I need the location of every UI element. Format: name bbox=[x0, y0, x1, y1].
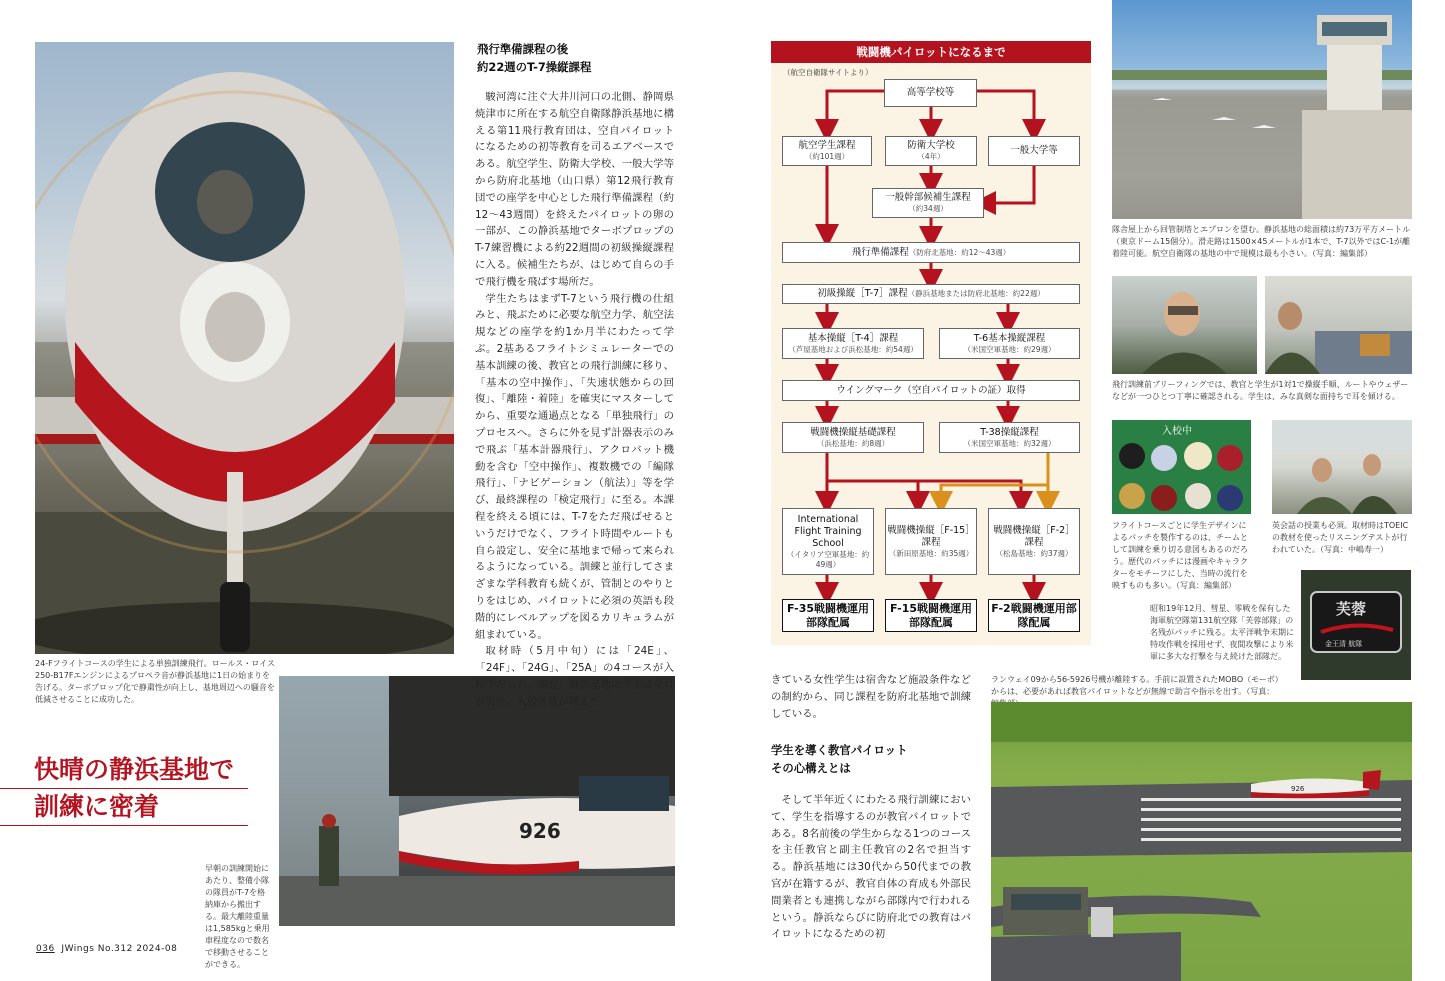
flow-prep: 飛行準備課程 （防府北基地：約12〜43週） bbox=[782, 242, 1080, 263]
flow-wings: ウイングマーク（空自パイロットの証）取得 bbox=[782, 380, 1080, 401]
patch-board-sign: 入校中 bbox=[1162, 426, 1192, 437]
flow-ocs: 一般幹部候補生課程 （約34週） bbox=[872, 188, 984, 218]
student-illustration bbox=[1112, 276, 1257, 374]
article-title bbox=[0, 752, 248, 826]
section2-body bbox=[771, 792, 971, 943]
pilot-flowchart bbox=[771, 41, 1091, 645]
runway-photo bbox=[991, 702, 1412, 981]
flow-university: 一般大学等 bbox=[988, 136, 1080, 166]
section1-heading-line1: 飛行準備課程の後 bbox=[477, 42, 569, 56]
section2-heading bbox=[771, 741, 971, 777]
patch-board-photo bbox=[1112, 420, 1251, 514]
control-tower-photo bbox=[1112, 0, 1412, 219]
section2-heading-line1: 学生を導く教官パイロット bbox=[771, 743, 908, 757]
flowchart-source: （航空自衛隊サイトより） bbox=[783, 68, 873, 77]
flow-high-school: 高等学校等 bbox=[884, 79, 977, 107]
section1-body bbox=[475, 89, 674, 710]
section2-paragraph: そして半年近くにわたる飛行訓練において、学生を指導するのが教官パイロットである。8名前後の学生からなる1つのコースを主任教官と副主任教官の2名で担当する。静浜基地には30代から50代までの教官が在籍するが、教官自体の育成も外部民間業者とも連携しながら部隊内で行われるという。静浜ならびに防府北での教育はパイロットになるための初 bbox=[771, 794, 971, 941]
runway-photo-caption: ランウェイ09から56-5926号機が離陸する。手前に設置されたMOBO（モーボ）からは、必要があれば教官パイロットなどが無線で助言や指示を出す。（写真： bbox=[991, 675, 1279, 696]
hangar-illustration bbox=[279, 676, 675, 926]
flow-end-f15: F-15戦闘機運用部隊配属 bbox=[885, 599, 977, 632]
flow-basic-t4: 基本操縦［T-4］課程 （芦屋基地および浜松基地：約54週） bbox=[782, 328, 924, 359]
flow-primary: 初級操縦［T-7］課程 （静浜基地または防府北基地：約22週） bbox=[782, 284, 1080, 304]
article-title-line2: 訓練に密着 bbox=[0, 789, 248, 826]
flow-italy: International Flight Training School （イタリア空軍基地：約49週） bbox=[782, 508, 874, 575]
patch-board-illustration bbox=[1112, 420, 1251, 514]
runway-aircraft-number: 926 bbox=[1291, 785, 1305, 793]
hangar-photo-caption: 早朝の訓練開始にあたり、整備小隊の隊員がT-7を格納庫から搬出する。最大離陸重量は1,585kgと乗用車程度なので数名で移動させることができる。 bbox=[205, 864, 270, 969]
flow-f2: 戦闘機操縦［F-2］課程 （松島基地：約37週） bbox=[988, 508, 1080, 575]
classroom-illustration bbox=[1272, 420, 1412, 514]
flow-end-f2: F-2戦闘機運用部隊配属 bbox=[988, 599, 1080, 632]
section1-paragraph-3: 取材時（5月中旬）には「24E」、「24F」、「24G」、「25A」の4コースが入校中だった。現在、静浜基地の学生は全員が男性。入校者数が増えて bbox=[475, 645, 674, 708]
briefing-photo-1 bbox=[1112, 276, 1257, 374]
briefing-table-illustration bbox=[1265, 276, 1412, 374]
hangar-aircraft-number: 926 bbox=[519, 819, 561, 843]
flow-t38: T-38操縦課程 （米国空軍基地：約32週） bbox=[939, 422, 1080, 453]
briefing-photo-2 bbox=[1265, 276, 1412, 374]
section2-heading-line2: その心構えとは bbox=[771, 761, 851, 775]
flow-basic-t6: T-6基本操縦課程 （米国空軍基地：約29週） bbox=[939, 328, 1080, 359]
english-class-photo bbox=[1272, 420, 1412, 514]
flow-end-f35: F-35戦闘機運用部隊配属 bbox=[782, 599, 874, 632]
patch-photo-caption: フライトコースごとに学生デザインによるパッチを製作するのは、チームとして訓練を乗り切る意図もあるのだろう。歴代のパッチには漫画やキャラクターをモチーフにした、当時の流行を映すものも多い。（写真：編集部） bbox=[1112, 521, 1248, 590]
runway-illustration bbox=[991, 702, 1412, 981]
section1-paragraph-1: 駿河湾に注ぐ大井川河口の北側、静岡県焼津市に所在する航空自衛隊静浜基地に構える第11飛行教育団は、空自パイロットになるための初等教育を司るエアベースである。航空学生、防衛大学校、一般大学等から防府北基地（山口県）第12飛行教育団での座学を中心とした飛行準備課程（約12～43週間）を終えたパイロットの卵の一部が、この静浜基地でターボプロップのT-7練習機による約22週間の初級操縦課程に入る。候補生たちが、はじめて自らの手で飛行機を飛ばす場所だ。 bbox=[475, 91, 674, 288]
page-folio bbox=[36, 944, 177, 954]
flow-fighter-basic: 戦闘機操縦基礎課程 （浜松基地：約8週） bbox=[782, 422, 924, 453]
continued-body: きている女性学生は宿舎など施設条件などの制約から、同じ課程を防府北基地で訓練している。 bbox=[771, 674, 971, 720]
fuyo-patch-sub: 金王清 航隊 bbox=[1325, 640, 1363, 648]
flow-f15: 戦闘機操縦［F-15］課程 （新田原基地：約35週） bbox=[885, 508, 977, 575]
section1-heading-line2: 約22週のT-7操縦課程 bbox=[477, 60, 592, 74]
t7-front-photo bbox=[35, 42, 454, 654]
fuyo-patch-photo bbox=[1301, 570, 1411, 680]
section1-heading bbox=[477, 40, 677, 76]
briefing-photo-caption: 飛行訓練前ブリーフィングでは、教官と学生が1対1で操縦手順、ルートやウェザーなどが一つひとつ丁寧に確認される。学生は、みな真剣な面持ちで耳を傾ける。 bbox=[1112, 380, 1409, 401]
flow-cadet: 航空学生課程 （約101週） bbox=[782, 136, 872, 166]
tower-photo-caption: 隊舎屋上から回管制塔とエプロンを望む。静浜基地の総面積は約73万平方メートル（東京ドーム15個分）。滑走路は1500×45メートルが1本で、T-7以外ではC-1が離着陸可能。航空自衛隊の基地の中で規模は最も小さい。（写真：編集部） bbox=[1112, 225, 1411, 258]
t7-aircraft-illustration bbox=[35, 42, 454, 654]
page-number: 036 bbox=[36, 944, 55, 954]
cockpit-photo-caption: 24-Fフライトコースの学生による単独訓練飛行。ロールス・ロイス 250-B17Fエンジンによるプロペラ音が静浜基地に1日の始まりを告げる。ターボプロップ化で静粛性が向上し、基地周辺への騒音を低減させることに成功した。 bbox=[35, 659, 275, 704]
fuyo-patch-text: 芙蓉 bbox=[1336, 600, 1367, 618]
section1-paragraph-2: 学生たちはまずT-7という飛行機の仕組みと、飛ぶために必要な航空力学、航空法規などの座学を約1か月半にわたって学ぶ。2基あるフライトシミュレーターでの基本訓練の後、教官との飛行訓練に移り、「基本の空中操作」、「失速状態からの回復」、「離陸・着陸」を確実にマスターしてから、重要な通過点となる「単独飛行」のプロセスへ。さらに外を見ず計器表示のみで飛ぶ「基本計器飛行」、アクロバット機動を含む「空中操作」、複数機での「編隊飛行」、「ナビゲーション（航法）」等を学び、最終課程の「検定飛行」に至る。本課程を終える頃には、T-7をただ飛ばせるというだけでなく、フライト時間やルートも自ら設定し、安全に基地まで帰って来られるようになっている。訓練と並行してさまざまな学科教育も続くが、管制とのやりとりをはじめ、パイロットに必須の英語も段階的にレベルアップを図るカリキュラムが組まれている。 bbox=[475, 292, 674, 641]
tower-illustration bbox=[1112, 0, 1412, 219]
article-title-line1: 快晴の静浜基地で bbox=[0, 752, 248, 789]
fuyo-patch-illustration bbox=[1301, 570, 1411, 680]
english-class-caption: 英会話の授業も必須。取材時はTOEICの教材を使ったリスニングテストが行われていた。（写真：中嶋寿一） bbox=[1272, 521, 1409, 554]
magazine-issue: JWings No.312 2024-08 bbox=[61, 944, 178, 954]
flow-nda: 防衛大学校 （4年） bbox=[885, 136, 977, 166]
flowchart-title: 戦闘機パイロットになるまで bbox=[771, 41, 1091, 63]
fuyo-patch-caption: 昭和19年12月、彗星、零戦を保有した海軍航空隊第131航空隊「芙蓉部隊」の名残がパッチに残る。太平洋戦争末期に特攻作戦を採用せず、夜間攻撃により米軍に多大な打撃を与え続けた部隊だ。 bbox=[1150, 604, 1294, 661]
hangar-photo bbox=[279, 676, 675, 926]
